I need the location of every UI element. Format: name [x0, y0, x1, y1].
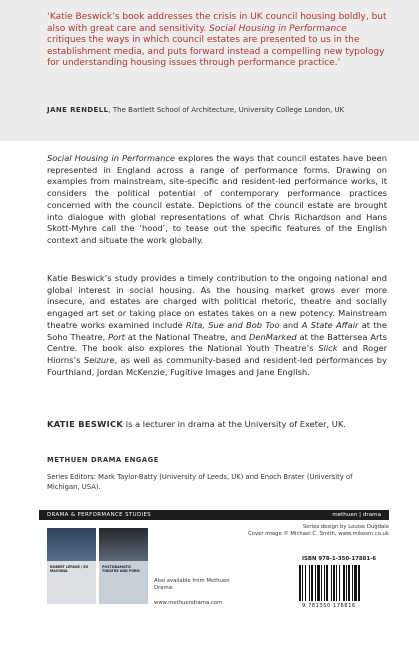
quote-author: JANE RENDELL	[47, 106, 109, 114]
publisher-bar	[39, 510, 389, 520]
cover-image-credit: Cover image © Michael C. Smith, www.mikesm.co.uk	[248, 531, 389, 538]
description-paragraph-2: Katie Beswick’s study provides a timely contribution to the ongoing national and global interest in social housing. As the housing market grows ever more insecure, and estates are charged with political rhetoric, theatre and socially engaged art set or taking place on estates takes on a new potency. Mainstream theatre works examined include Rita, Sue and Bob Too and A State Affair at the Soho Theatre, Port at the National Theatre, and DenMarked at the Battersea Arts Centre. The book also explores the National Youth Theatre’s Slick and Roger Hiorns’s Seizure, as well as community-based and resident-led performances by Fourthland, Jordan McKenzie, Fugitive Images and Jane English.	[47, 273, 387, 377]
barcode-number: 9 781350 178816	[302, 603, 356, 609]
related-book-cover-2	[99, 528, 148, 604]
barcode-icon	[299, 565, 389, 601]
isbn-label: ISBN 978-1-350-17881-6	[302, 556, 377, 562]
description-paragraph-1	[47, 153, 387, 247]
endorsement-quote	[47, 12, 387, 70]
design-credits	[229, 524, 389, 538]
also-available-text: Also available from Methuen Drama:	[154, 578, 230, 592]
related-book-title-1: ROBERT LEPAGE / EX MACHINA	[50, 565, 89, 574]
related-book-cover-1	[47, 528, 96, 604]
publisher-logo: methuen | drama	[332, 512, 381, 518]
quote-text-1: ‘Katie Beswick’s book addresses the crisis in UK council housing boldly, but also with great care and sensitivity.	[47, 12, 387, 34]
series-editors: Series Editors: Mark Taylor-Batty (University of Leeds, UK) and Enoch Brater (University of Michigan, USA).	[47, 473, 353, 491]
author-name: KATIE BESWICK	[47, 419, 124, 429]
quote-affiliation: , The Bartlett School of Architecture, University College London, UK	[108, 106, 345, 114]
author-bio	[47, 419, 387, 431]
quote-text-2: critiques the ways in which council estates are presented to us in the establishment media, and puts forward instead a compelling new typology for understanding housing issues through performance practice.’	[47, 35, 385, 69]
description-text-1: explores the ways that council estates have been represented in England across a range of performance forms. Drawing on examples from mainstream, site-specific and resident-led performance works, it considers the political potential of contemporary performance practices concerned with the council estate. Depictions of the council estate are brought into dialogue with global representations of what Chris Richardson and Hans Skott-Myhre call the ‘hood’, to tease out the specific features of the English context and situate the work globally.	[47, 153, 387, 245]
quote-attribution	[47, 105, 387, 115]
series-title: METHUEN DRAMA ENGAGE	[47, 456, 159, 464]
publisher-url: www.methuendrama.com	[154, 600, 223, 606]
related-book-title-2: POSTDRAMATIC THEATRE AND FORM	[102, 565, 140, 574]
quote-book-title: Social Housing in Performance	[209, 23, 347, 34]
series-design-credit: Series design by Louise Dugdale	[302, 524, 389, 530]
endorsement-panel	[0, 0, 419, 141]
author-bio-text: is a lecturer in drama at the University of Exeter, UK.	[123, 419, 346, 429]
book-title: Social Housing in Performance	[47, 153, 176, 163]
subject-label: DRAMA & PERFORMANCE STUDIES	[47, 512, 152, 518]
